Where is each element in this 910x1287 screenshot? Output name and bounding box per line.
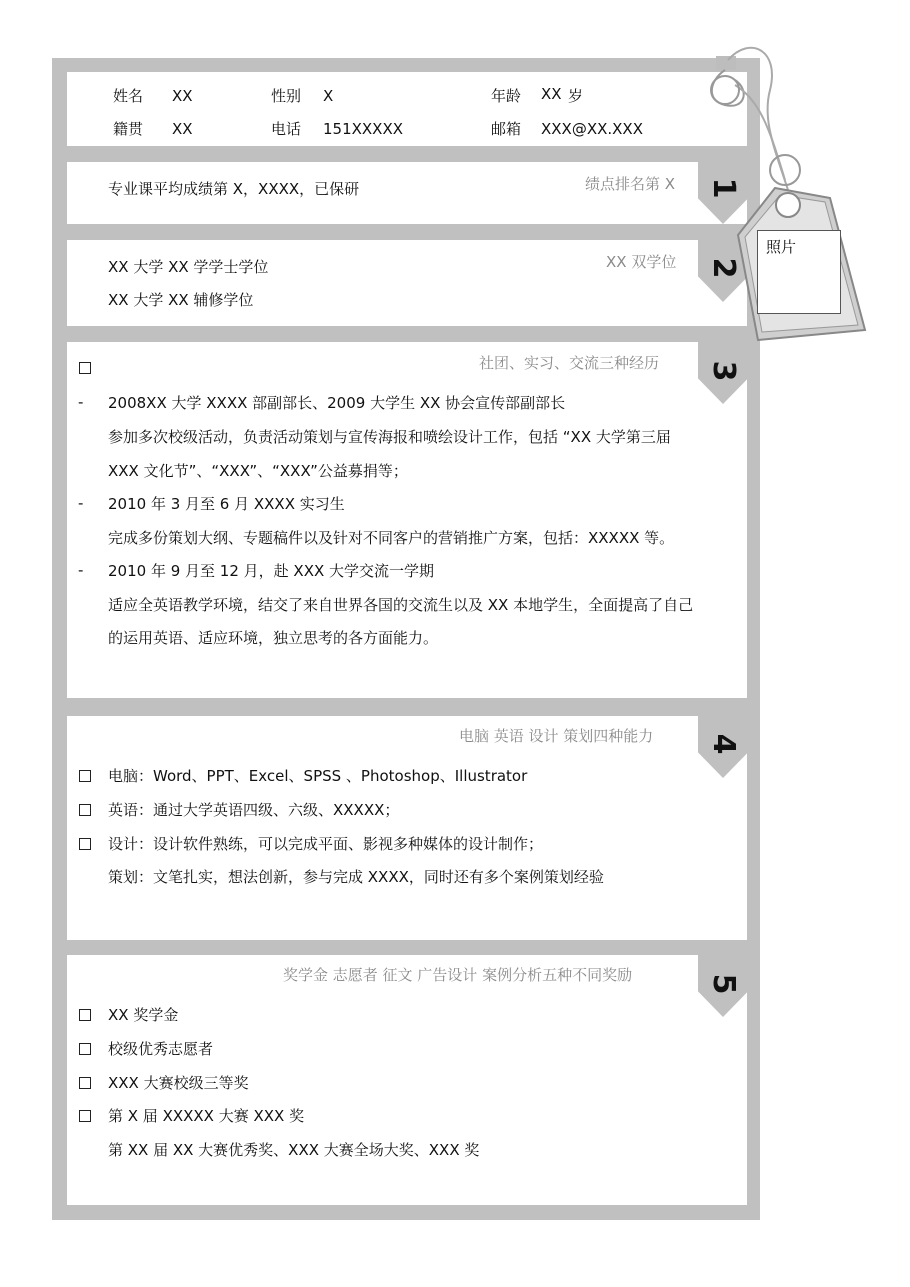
award-item: XX 奖学金 xyxy=(108,1006,179,1024)
experience-line: 2010 年 3 月至 6 月 XXXX 实习生 xyxy=(108,495,345,513)
email-value: XXX@XX.XXX xyxy=(541,120,643,138)
section-4-panel xyxy=(67,716,747,940)
section-3-number: 3 xyxy=(706,360,741,382)
phone-value: 151XXXXX xyxy=(323,120,404,138)
bullet-dash: - xyxy=(78,494,84,512)
origin-label: 籍贯 xyxy=(113,120,144,138)
experience-line: 的运用英语、适应环境，独立思考的各方面能力。 xyxy=(108,629,439,647)
skill-item: 策划：文笔扎实，想法创新，参与完成 XXXX，同时还有多个案例策划经验 xyxy=(108,868,604,886)
age-unit: 岁 xyxy=(568,87,584,105)
checkbox-icon xyxy=(79,1009,91,1021)
name-label: 姓名 xyxy=(113,87,144,105)
phone-label: 电话 xyxy=(271,120,302,138)
section-2-number: 2 xyxy=(706,257,741,279)
experience-line: 适应全英语教学环境，结交了来自世界各国的交流生以及 XX 本地学生，全面提高了自己 xyxy=(108,596,694,614)
section-5-note: 奖学金 志愿者 征文 广告设计 案例分析五种不同奖励 xyxy=(283,966,633,984)
bullet-dash: - xyxy=(78,393,84,411)
checkbox-icon xyxy=(79,1077,91,1089)
award-item: 校级优秀志愿者 xyxy=(108,1040,214,1058)
section-2-note: XX 双学位 xyxy=(606,253,677,271)
award-item: 第 X 届 XXXXX 大赛 XXX 奖 xyxy=(108,1107,305,1125)
section-3-note: 社团、实习、交流三种经历 xyxy=(479,354,660,372)
checkbox-icon xyxy=(79,770,91,782)
section-2-line: XX 大学 XX 学学士学位 xyxy=(108,258,269,276)
origin-value: XX xyxy=(172,120,193,138)
award-item: 第 XX 届 XX 大赛优秀奖、XXX 大赛全场大奖、XXX 奖 xyxy=(108,1141,480,1159)
checkbox-icon xyxy=(79,362,91,374)
photo-label: 照片 xyxy=(766,238,797,256)
skill-item: 设计：设计软件熟练，可以完成平面、影视多种媒体的设计制作； xyxy=(108,835,544,853)
section-4-note: 电脑 英语 设计 策划四种能力 xyxy=(459,727,654,745)
checkbox-icon xyxy=(79,1043,91,1055)
bullet-dash: - xyxy=(78,561,84,579)
section-1-line: 专业课平均成绩第 X，XXXX，已保研 xyxy=(108,180,360,198)
experience-line: 完成多份策划大纲、专题稿件以及针对不同客户的营销推广方案，包括：XXXXX 等。 xyxy=(108,529,675,547)
section-2-line: XX 大学 XX 辅修学位 xyxy=(108,291,254,309)
gender-label: 性别 xyxy=(271,87,302,105)
skill-item: 电脑：Word、PPT、Excel、SPSS 、Photoshop、Illustrator xyxy=(108,767,528,785)
experience-line: XXX 文化节”、“XXX”、“XXX”公益募捐等； xyxy=(108,462,408,480)
checkbox-icon xyxy=(79,804,91,816)
checkbox-icon xyxy=(79,1110,91,1122)
name-value: XX xyxy=(172,87,193,105)
age-label: 年龄 xyxy=(491,87,522,105)
experience-line: 2010 年 9 月至 12 月，赴 XXX 大学交流一学期 xyxy=(108,562,435,580)
section-4-number: 4 xyxy=(706,733,741,755)
section-5-number: 5 xyxy=(706,973,741,995)
skill-item: 英语：通过大学英语四级、六级、XXXXX； xyxy=(108,801,400,819)
award-item: XXX 大赛校级三等奖 xyxy=(108,1074,249,1092)
section-1-note: 绩点排名第 X xyxy=(585,175,676,193)
experience-line: 2008XX 大学 XXXX 部副部长、2009 大学生 XX 协会宣传部副部长 xyxy=(108,394,566,412)
email-label: 邮箱 xyxy=(491,120,522,138)
checkbox-icon xyxy=(79,838,91,850)
experience-line: 参加多次校级活动，负责活动策划与宣传海报和喷绘设计工作，包括 “XX 大学第三届 xyxy=(108,428,671,446)
age-value: XX xyxy=(541,85,562,103)
gender-value: X xyxy=(323,87,334,105)
section-1-number: 1 xyxy=(706,177,741,199)
personal-info-panel xyxy=(67,72,747,146)
